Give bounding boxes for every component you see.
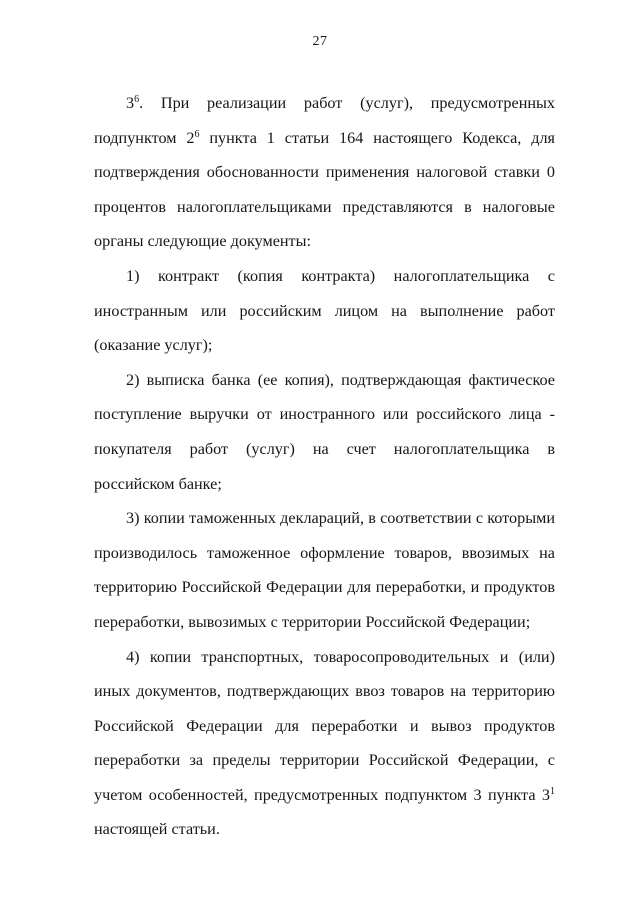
item4-text-part-a: 4) копии транспортных, товаросопроводительных и (или) иных документов, подтверждающих ввоз товаров на территорию Российской Федерации для переработки и вывоз продуктов переработки за пределы территории Российской Федерации, с учетом особенностей, предусмотренных подпунктом 3 пункта 3 <box>94 647 555 804</box>
list-item-4 <box>94 640 555 848</box>
list-item-3: 3) копии таможенных деклараций, в соответствии с которыми производилось таможенное оформление товаров, ввозимых на территорию Российской Федерации для переработки, и продуктов переработки, вывозимых с территории Российской Федерации; <box>94 509 555 631</box>
intro-prefix: 3 <box>126 94 135 112</box>
page-number: 27 <box>312 34 328 49</box>
intro-text-part-b: пункта 1 статьи 164 настоящего Кодекса, для подтверждения обоснованности применения налоговой ставки 0 процентов налогоплательщиками представляются в налоговые органы следующие документы: <box>94 128 555 251</box>
intro-text-superscript: 6 <box>194 128 200 140</box>
intro-text-part-a: . При реализации работ (услуг), предусмотренных подпунктом 2 <box>94 94 555 147</box>
item4-text-part-b: настоящей статьи. <box>94 820 220 839</box>
list-item-2: 2) выписка банка (ее копия), подтверждающая фактическое поступление выручки от иностранного или российского лица - покупателя работ (услуг) на счет налогоплательщика в российском банке; <box>94 370 555 493</box>
intro-prefix-superscript: 6 <box>134 94 140 105</box>
document-body <box>94 86 555 847</box>
item4-superscript: 1 <box>550 785 555 797</box>
intro-paragraph <box>94 86 555 259</box>
list-item-1: 1) контракт (копия контракта) налогоплательщика с иностранным или российским лицом на выполнение работ (оказание услуг); <box>94 266 555 355</box>
